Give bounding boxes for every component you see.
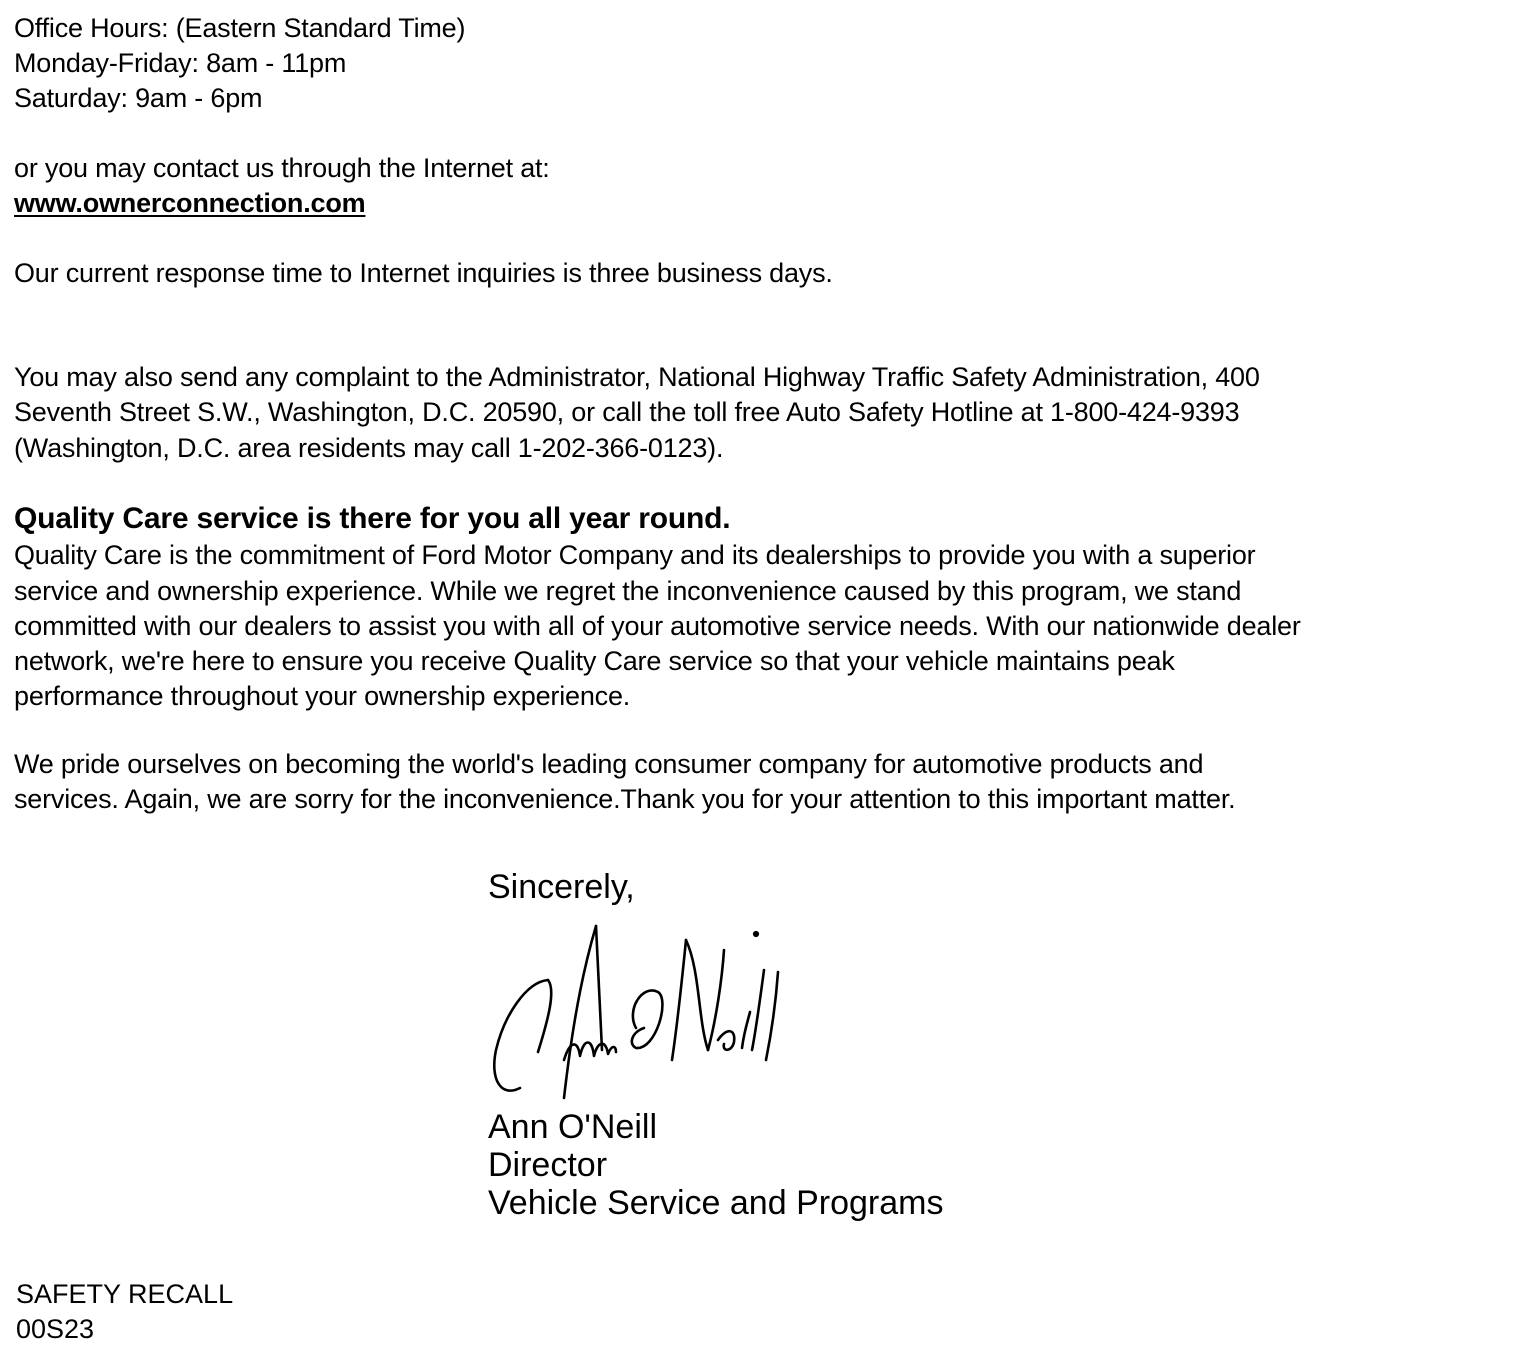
quality-line-1: Quality Care is the commitment of Ford Motor Company and its dealerships to provide you with a superior — [14, 540, 1256, 570]
quality-care-heading: Quality Care service is there for you all year round. — [14, 502, 731, 535]
signature-strokes — [494, 926, 778, 1098]
quality-line-5: performance throughout your ownership experience. — [14, 681, 631, 711]
response-time-text: Our current response time to Internet inquiries is three business days. — [14, 258, 833, 288]
complaint-line-2: Seventh Street S.W., Washington, D.C. 20590, or call the toll free Auto Safety Hotline at 1-800-424-9393 — [14, 397, 1240, 427]
closing-line-1: We pride ourselves on becoming the world's leading consumer company for automotive products and — [14, 749, 1204, 779]
office-hours-weekday: Monday-Friday: 8am - 11pm — [14, 48, 347, 78]
safety-recall-label: SAFETY RECALL — [16, 1279, 234, 1309]
signer-title: Director — [488, 1146, 608, 1184]
salutation: Sincerely, — [488, 868, 635, 906]
office-hours-saturday: Saturday: 9am - 6pm — [14, 83, 263, 113]
complaint-line-1: You may also send any complaint to the Administrator, National Highway Traffic Safety Administration, 400 — [14, 362, 1260, 392]
signer-name: Ann O'Neill — [488, 1108, 658, 1146]
quality-line-4: network, we're here to ensure you receive Quality Care service so that your vehicle maintains peak — [14, 646, 1175, 676]
recall-code: 00S23 — [16, 1314, 95, 1344]
office-hours-title: Office Hours: (Eastern Standard Time) — [14, 13, 466, 43]
signer-department: Vehicle Service and Programs — [488, 1184, 944, 1222]
owner-connection-link[interactable]: www.ownerconnection.com — [14, 188, 366, 218]
quality-line-2: service and ownership experience. While we regret the inconvenience caused by this program, we stand — [14, 576, 1242, 606]
complaint-line-3: (Washington, D.C. area residents may call 1-202-366-0123). — [14, 433, 724, 463]
handwritten-signature — [486, 920, 786, 1100]
quality-line-3: committed with our dealers to assist you with all of your automotive service needs. With our nationwide dealer — [14, 611, 1301, 641]
closing-line-2: services. Again, we are sorry for the inconvenience.Thank you for your attention to this important matter. — [14, 784, 1236, 814]
internet-intro: or you may contact us through the Internet at: — [14, 153, 550, 183]
